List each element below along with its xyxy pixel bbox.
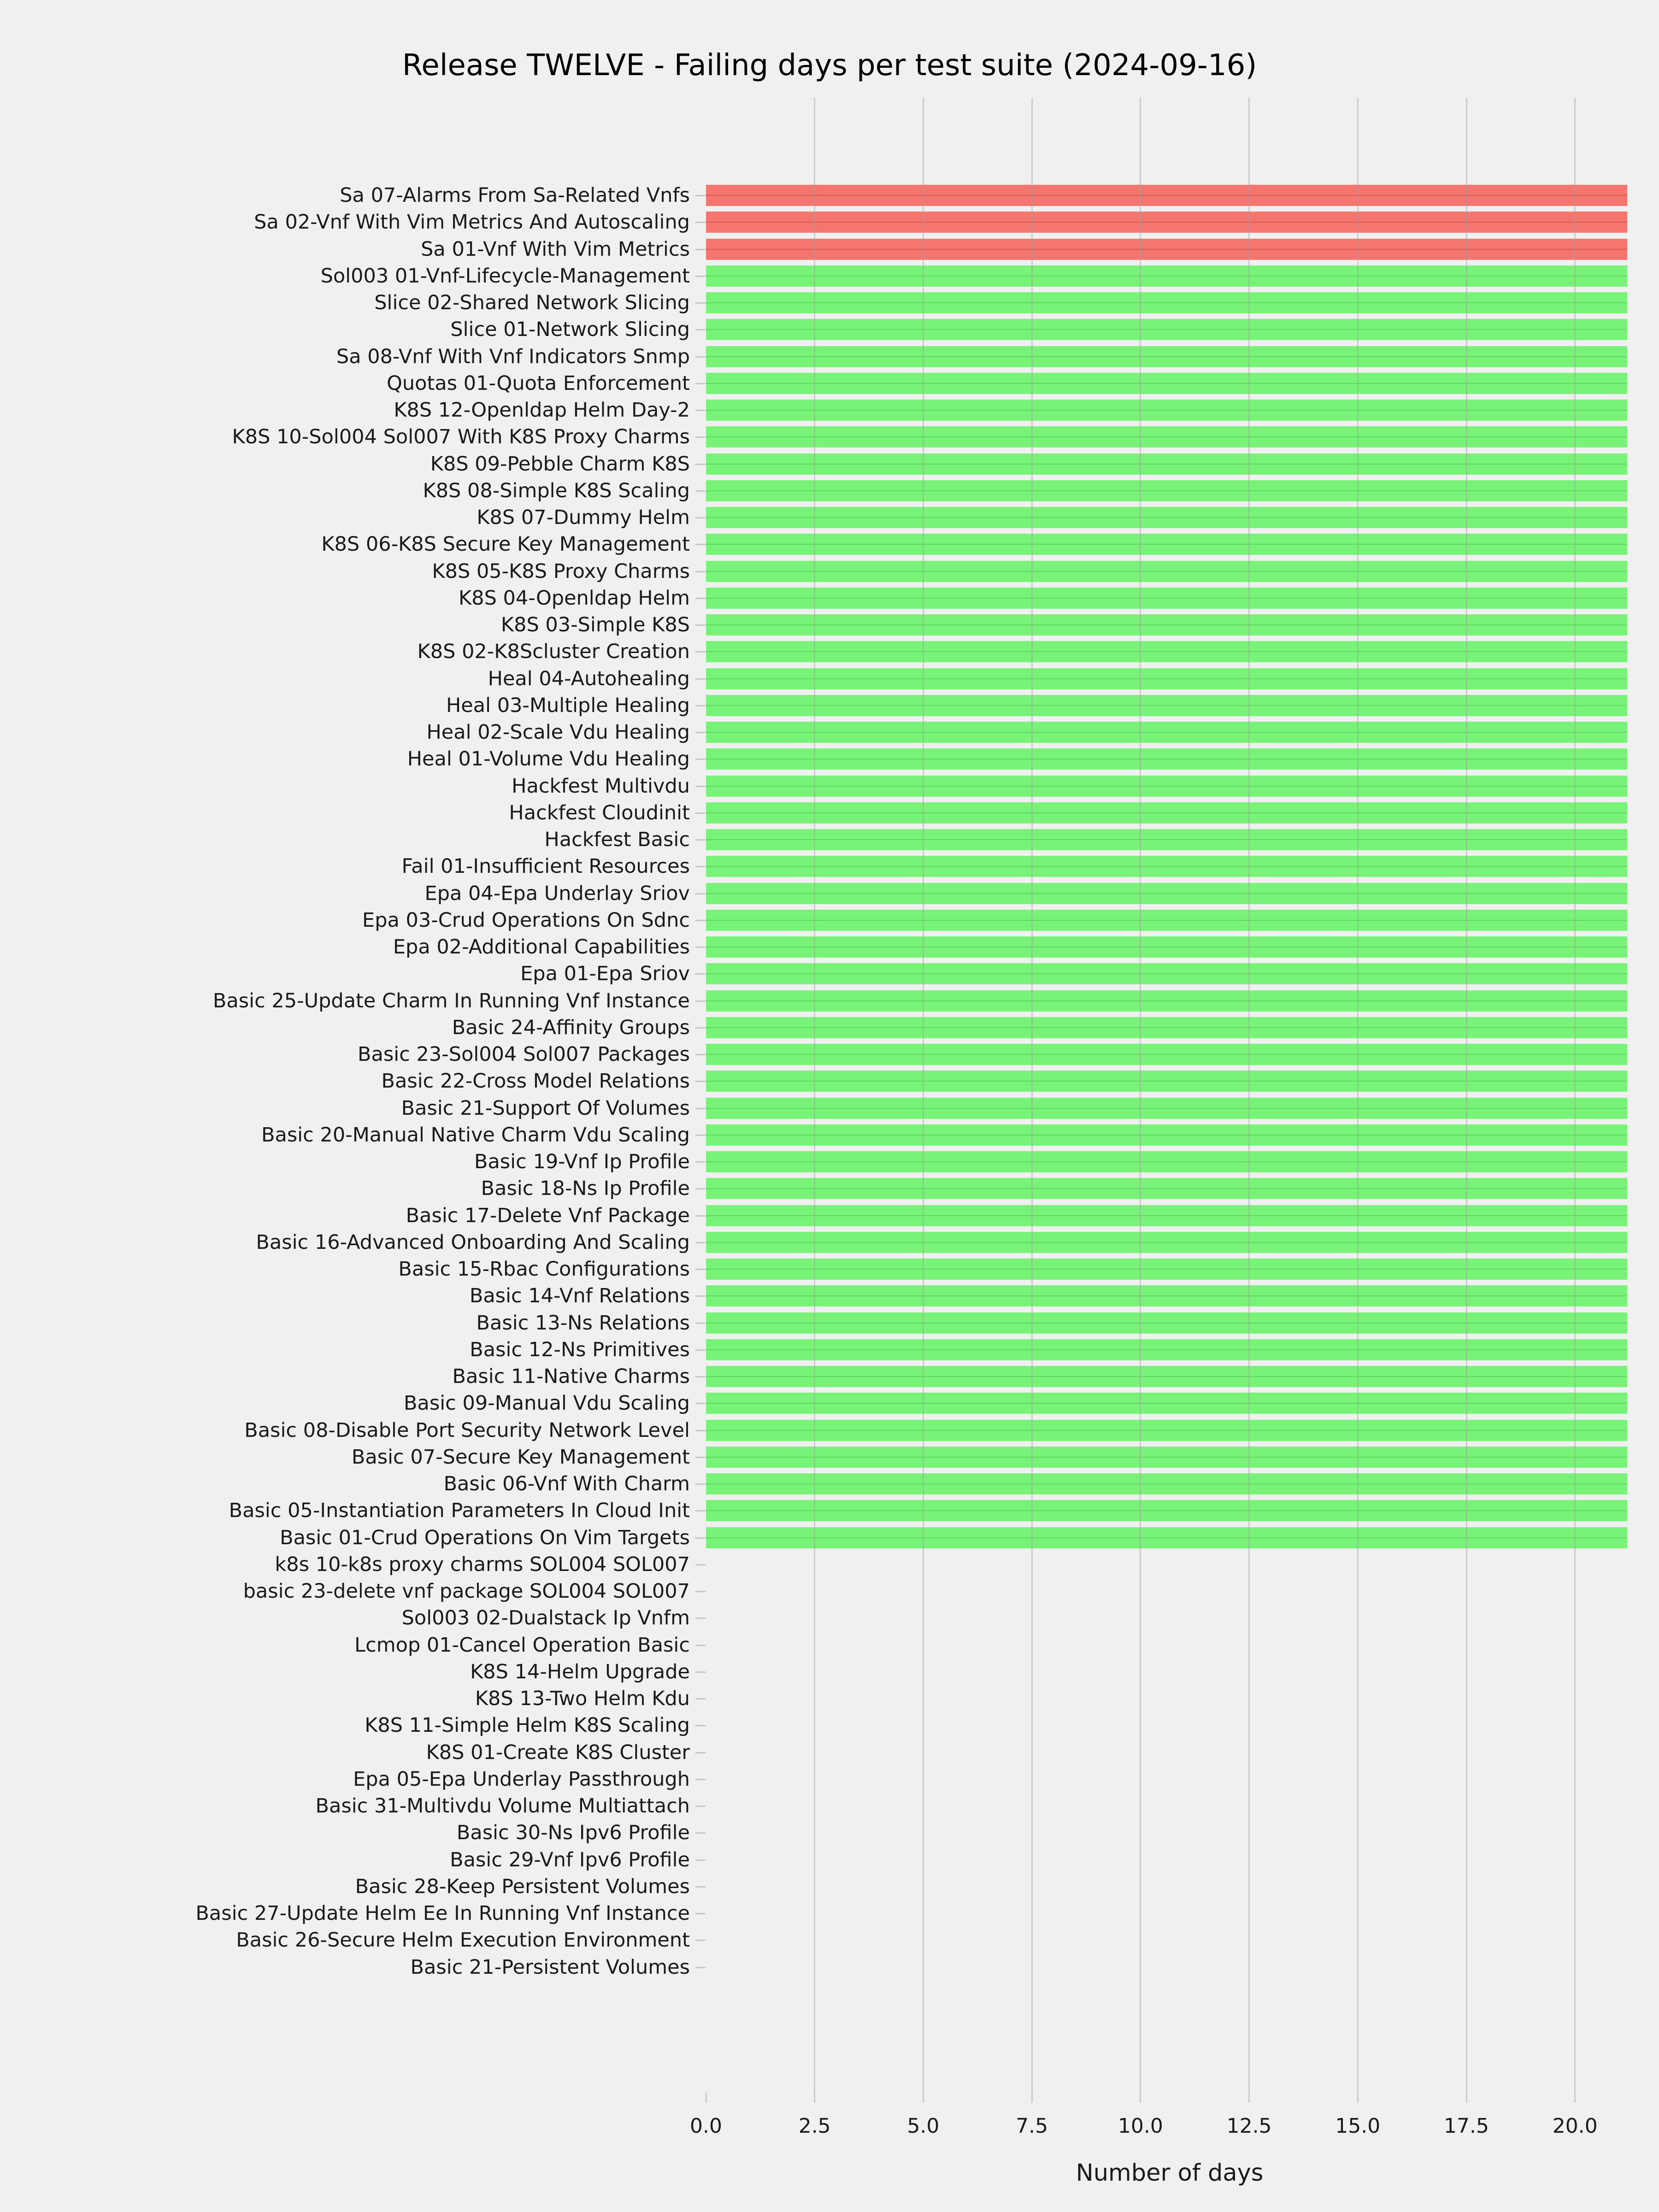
bar xyxy=(706,963,1627,984)
y-tick-label: Basic 16-Advanced Onboarding And Scaling xyxy=(256,1230,690,1254)
x-tick-label: 0.0 xyxy=(690,2114,722,2138)
y-tick xyxy=(695,276,706,277)
y-tick xyxy=(695,866,706,867)
bar xyxy=(706,1366,1627,1387)
bar xyxy=(706,802,1627,824)
bar xyxy=(706,1071,1627,1092)
bar xyxy=(706,588,1627,609)
y-tick xyxy=(695,1295,706,1297)
y-tick-label: Fail 01-Insufficient Resources xyxy=(401,855,690,878)
bar xyxy=(706,1178,1627,1199)
bar xyxy=(706,1124,1627,1146)
y-tick xyxy=(695,464,706,465)
y-tick xyxy=(695,1752,706,1753)
bar xyxy=(706,1017,1627,1038)
y-tick-label: Sa 08-Vnf With Vnf Indicators Snmp xyxy=(336,345,690,368)
y-tick-label: K8S 08-Simple K8S Scaling xyxy=(423,479,690,502)
bar xyxy=(706,212,1627,233)
x-gridline xyxy=(1574,98,1576,2093)
y-tick-label: Basic 15-Rbac Configurations xyxy=(398,1258,690,1281)
bar xyxy=(706,936,1627,958)
y-tick-label: Quotas 01-Quota Enforcement xyxy=(387,371,690,395)
y-tick xyxy=(695,920,706,921)
y-tick-label: Basic 18-Ns Ip Profile xyxy=(481,1177,690,1200)
y-tick xyxy=(695,1323,706,1324)
y-tick-label: K8S 12-Openldap Helm Day-2 xyxy=(394,399,690,422)
y-tick xyxy=(695,893,706,894)
y-tick-label: Slice 02-Shared Network Slicing xyxy=(374,291,690,314)
bar xyxy=(706,1205,1627,1226)
bar xyxy=(706,1420,1627,1441)
bar xyxy=(706,1232,1627,1253)
y-tick xyxy=(695,973,706,975)
y-tick xyxy=(695,222,706,223)
x-tick xyxy=(706,2093,707,2103)
y-tick xyxy=(695,624,706,626)
y-tick xyxy=(695,1269,706,1270)
y-tick-label: K8S 14-Helm Upgrade xyxy=(470,1660,690,1683)
y-tick-label: K8S 09-Pebble Charm K8S xyxy=(430,452,690,476)
y-tick-label: Basic 06-Vnf With Charm xyxy=(443,1472,690,1495)
y-tick xyxy=(695,1215,706,1217)
bar xyxy=(706,1259,1627,1280)
x-gridline xyxy=(1248,98,1250,2093)
y-tick xyxy=(695,1349,706,1351)
y-tick-label: Basic 14-Vnf Relations xyxy=(469,1284,690,1308)
x-gridline xyxy=(1357,98,1359,2093)
y-tick xyxy=(695,436,706,438)
y-tick-label: Heal 02-Scale Vdu Healing xyxy=(426,721,690,744)
y-tick xyxy=(695,1591,706,1592)
bar xyxy=(706,1447,1627,1468)
y-tick-label: Epa 02-Additional Capabilities xyxy=(393,935,690,959)
y-tick xyxy=(695,1859,706,1861)
bar xyxy=(706,426,1627,447)
bar xyxy=(706,1527,1627,1548)
y-tick-label: Basic 23-Sol004 Sol007 Packages xyxy=(358,1043,690,1066)
bar xyxy=(706,990,1627,1012)
bar xyxy=(706,561,1627,582)
bar xyxy=(706,668,1627,689)
y-tick-label: Epa 03-Crud Operations On Sdnc xyxy=(362,908,690,932)
y-tick xyxy=(695,705,706,706)
y-tick xyxy=(695,1161,706,1163)
y-tick xyxy=(695,1242,706,1243)
y-tick-label: Basic 01-Crud Operations On Vim Targets xyxy=(280,1526,690,1549)
bar xyxy=(706,1393,1627,1414)
y-tick xyxy=(695,1403,706,1404)
y-tick-label: Epa 01-Epa Sriov xyxy=(520,962,690,986)
y-tick xyxy=(695,1054,706,1055)
x-gridline xyxy=(1031,98,1033,2093)
bar xyxy=(706,1473,1627,1494)
x-tick xyxy=(814,2093,815,2103)
x-tick xyxy=(1357,2093,1359,2103)
y-tick-label: Basic 21-Support Of Volumes xyxy=(401,1096,690,1120)
bar xyxy=(706,910,1627,931)
y-tick xyxy=(695,383,706,384)
y-tick-label: Basic 26-Secure Helm Execution Environment xyxy=(236,1929,690,1952)
bar xyxy=(706,185,1627,206)
x-tick xyxy=(1140,2093,1141,2103)
y-tick-label: basic 23-delete vnf package SOL004 SOL007 xyxy=(243,1580,690,1603)
y-tick-label: Basic 25-Update Charm In Running Vnf Instance xyxy=(212,989,690,1012)
y-tick-label: Basic 12-Ns Primitives xyxy=(470,1338,690,1361)
y-tick-label: Basic 13-Ns Relations xyxy=(476,1311,690,1335)
y-tick-label: Heal 01-Volume Vdu Healing xyxy=(407,747,690,771)
y-tick xyxy=(695,947,706,948)
x-gridline xyxy=(1466,98,1467,2093)
bar xyxy=(706,1044,1627,1065)
bar xyxy=(706,1098,1627,1119)
x-tick xyxy=(1466,2093,1467,2103)
y-tick-label: K8S 11-Simple Helm K8S Scaling xyxy=(365,1714,690,1737)
x-tick xyxy=(923,2093,924,2103)
y-tick-label: Basic 22-Cross Model Relations xyxy=(381,1070,690,1093)
bar xyxy=(706,265,1627,287)
bar xyxy=(706,1500,1627,1521)
y-tick-label: Heal 04-Autohealing xyxy=(488,667,690,690)
x-tick-label: 2.5 xyxy=(798,2114,831,2138)
bar xyxy=(706,1339,1627,1360)
bar xyxy=(706,614,1627,635)
y-tick xyxy=(695,1188,706,1189)
y-tick xyxy=(695,1779,706,1780)
x-gridline xyxy=(923,98,924,2093)
y-tick xyxy=(695,598,706,599)
y-tick-label: K8S 07-Dummy Helm xyxy=(477,506,690,529)
bar xyxy=(706,748,1627,770)
bar xyxy=(706,507,1627,528)
y-tick xyxy=(695,1913,706,1914)
plot-area xyxy=(706,98,1634,2093)
y-tick-label: Basic 28-Keep Persistent Volumes xyxy=(355,1875,690,1898)
y-tick-label: K8S 10-Sol004 Sol007 With K8S Proxy Charms xyxy=(232,425,690,449)
y-tick xyxy=(695,1645,706,1646)
y-tick-label: Basic 27-Update Helm Ee In Running Vnf Instance xyxy=(195,1902,690,1925)
y-tick xyxy=(695,571,706,572)
y-tick xyxy=(695,1510,706,1512)
bar xyxy=(706,346,1627,367)
y-tick-label: Basic 29-Vnf Ipv6 Profile xyxy=(450,1848,690,1871)
y-tick-label: k8s 10-k8s proxy charms SOL004 SOL007 xyxy=(275,1553,690,1576)
y-tick-label: Basic 21-Persistent Volumes xyxy=(410,1955,690,1979)
y-tick-label: Hackfest Cloudinit xyxy=(509,801,690,824)
y-tick xyxy=(695,812,706,814)
y-tick xyxy=(695,1671,706,1673)
bar xyxy=(706,373,1627,394)
bar xyxy=(706,480,1627,501)
bar xyxy=(706,1151,1627,1172)
y-tick xyxy=(695,490,706,492)
y-tick xyxy=(695,410,706,411)
x-tick xyxy=(1574,2093,1576,2103)
y-tick xyxy=(695,678,706,680)
y-tick xyxy=(695,1967,706,1968)
y-tick-label: Basic 07-Secure Key Management xyxy=(351,1445,690,1469)
bar xyxy=(706,641,1627,662)
y-tick-label: Sa 07-Alarms From Sa-Related Vnfs xyxy=(340,184,690,207)
x-tick xyxy=(1248,2093,1250,2103)
y-tick xyxy=(695,249,706,250)
y-tick xyxy=(695,1886,706,1888)
y-tick xyxy=(695,1618,706,1619)
x-tick xyxy=(1031,2093,1033,2103)
y-tick xyxy=(695,1940,706,1941)
y-tick-label: Basic 24-Affinity Groups xyxy=(452,1016,690,1039)
x-tick-label: 15.0 xyxy=(1335,2114,1381,2138)
x-tick-label: 20.0 xyxy=(1552,2114,1598,2138)
y-tick xyxy=(695,302,706,304)
y-tick xyxy=(695,1483,706,1485)
bar xyxy=(706,856,1627,877)
y-tick xyxy=(695,1108,706,1109)
y-tick xyxy=(695,786,706,787)
y-tick-label: Basic 08-Disable Port Security Network Level xyxy=(244,1418,690,1442)
x-gridline xyxy=(814,98,815,2093)
x-axis-label: Number of days xyxy=(1076,2159,1264,2187)
y-tick xyxy=(695,1537,706,1539)
x-tick-label: 10.0 xyxy=(1118,2114,1163,2138)
bar xyxy=(706,453,1627,475)
y-tick xyxy=(695,732,706,733)
y-tick xyxy=(695,1376,706,1377)
y-tick-label: Hackfest Multivdu xyxy=(512,774,690,798)
y-tick xyxy=(695,1698,706,1700)
y-tick-label: Basic 31-Multivdu Volume Multiattach xyxy=(315,1794,690,1818)
y-tick xyxy=(695,759,706,760)
x-gridline xyxy=(1140,98,1141,2093)
y-tick-label: Hackfest Basic xyxy=(544,828,690,851)
y-tick-label: Sa 01-Vnf With Vim Metrics xyxy=(421,237,690,261)
y-tick xyxy=(695,195,706,196)
y-tick-label: K8S 06-K8S Secure Key Management xyxy=(321,533,690,556)
y-tick-label: Sa 02-Vnf With Vim Metrics And Autoscaling xyxy=(254,211,690,234)
bar xyxy=(706,883,1627,904)
x-tick-label: 17.5 xyxy=(1444,2114,1489,2138)
y-tick-label: Heal 03-Multiple Healing xyxy=(446,694,690,717)
y-tick-label: Sol003 02-Dualstack Ip Vnfm xyxy=(401,1606,690,1630)
y-tick xyxy=(695,1564,706,1565)
y-tick-label: K8S 05-K8S Proxy Charms xyxy=(432,559,690,583)
y-tick xyxy=(695,1135,706,1136)
bar xyxy=(706,695,1627,716)
y-tick-label: Basic 17-Delete Vnf Package xyxy=(406,1204,690,1227)
y-tick-label: Lcmop 01-Cancel Operation Basic xyxy=(354,1633,690,1657)
y-tick-label: Basic 09-Manual Vdu Scaling xyxy=(403,1392,690,1415)
y-tick-label: Epa 04-Epa Underlay Sriov xyxy=(424,882,690,905)
y-tick-label: Slice 01-Network Slicing xyxy=(450,318,690,341)
bar xyxy=(706,1312,1627,1334)
y-tick-label: Basic 30-Ns Ipv6 Profile xyxy=(456,1821,690,1845)
y-tick xyxy=(695,329,706,330)
y-tick-label: Sol003 01-Vnf-Lifecycle-Management xyxy=(320,264,690,288)
y-tick xyxy=(695,1000,706,1002)
y-tick xyxy=(695,651,706,653)
bar xyxy=(706,400,1627,421)
y-tick-label: Epa 05-Epa Underlay Passthrough xyxy=(353,1767,690,1791)
bar xyxy=(706,292,1627,313)
bar xyxy=(706,829,1627,850)
y-tick xyxy=(695,1430,706,1431)
y-tick xyxy=(695,1806,706,1807)
bar xyxy=(706,776,1627,797)
y-tick-label: K8S 13-Two Helm Kdu xyxy=(475,1687,690,1710)
y-tick xyxy=(695,1027,706,1029)
bar xyxy=(706,1285,1627,1306)
chart-title: Release TWELVE - Failing days per test suite (2024-09-16) xyxy=(402,48,1257,82)
y-tick-label: Basic 20-Manual Native Charm Vdu Scaling xyxy=(261,1123,690,1147)
y-tick-label: K8S 03-Simple K8S xyxy=(500,613,690,636)
y-tick-label: Basic 11-Native Charms xyxy=(452,1365,690,1388)
x-tick-label: 12.5 xyxy=(1226,2114,1272,2138)
y-tick xyxy=(695,1725,706,1726)
bar xyxy=(706,534,1627,555)
y-tick xyxy=(695,356,706,358)
y-tick xyxy=(695,839,706,841)
x-tick-label: 5.0 xyxy=(907,2114,940,2138)
bar xyxy=(706,319,1627,340)
y-tick xyxy=(695,1457,706,1458)
y-tick xyxy=(695,544,706,545)
y-tick-label: K8S 01-Create K8S Cluster xyxy=(426,1741,690,1764)
bar xyxy=(706,722,1627,743)
y-tick-label: Basic 05-Instantiation Parameters In Cloud Init xyxy=(229,1499,690,1523)
y-tick xyxy=(695,517,706,518)
x-tick-label: 7.5 xyxy=(1016,2114,1048,2138)
y-tick-label: K8S 04-Openldap Helm xyxy=(459,586,690,610)
y-tick-label: Basic 19-Vnf Ip Profile xyxy=(474,1150,690,1173)
y-tick xyxy=(695,1832,706,1834)
y-tick xyxy=(695,1081,706,1082)
y-tick-label: K8S 02-K8Scluster Creation xyxy=(417,640,690,664)
bar xyxy=(706,239,1627,260)
